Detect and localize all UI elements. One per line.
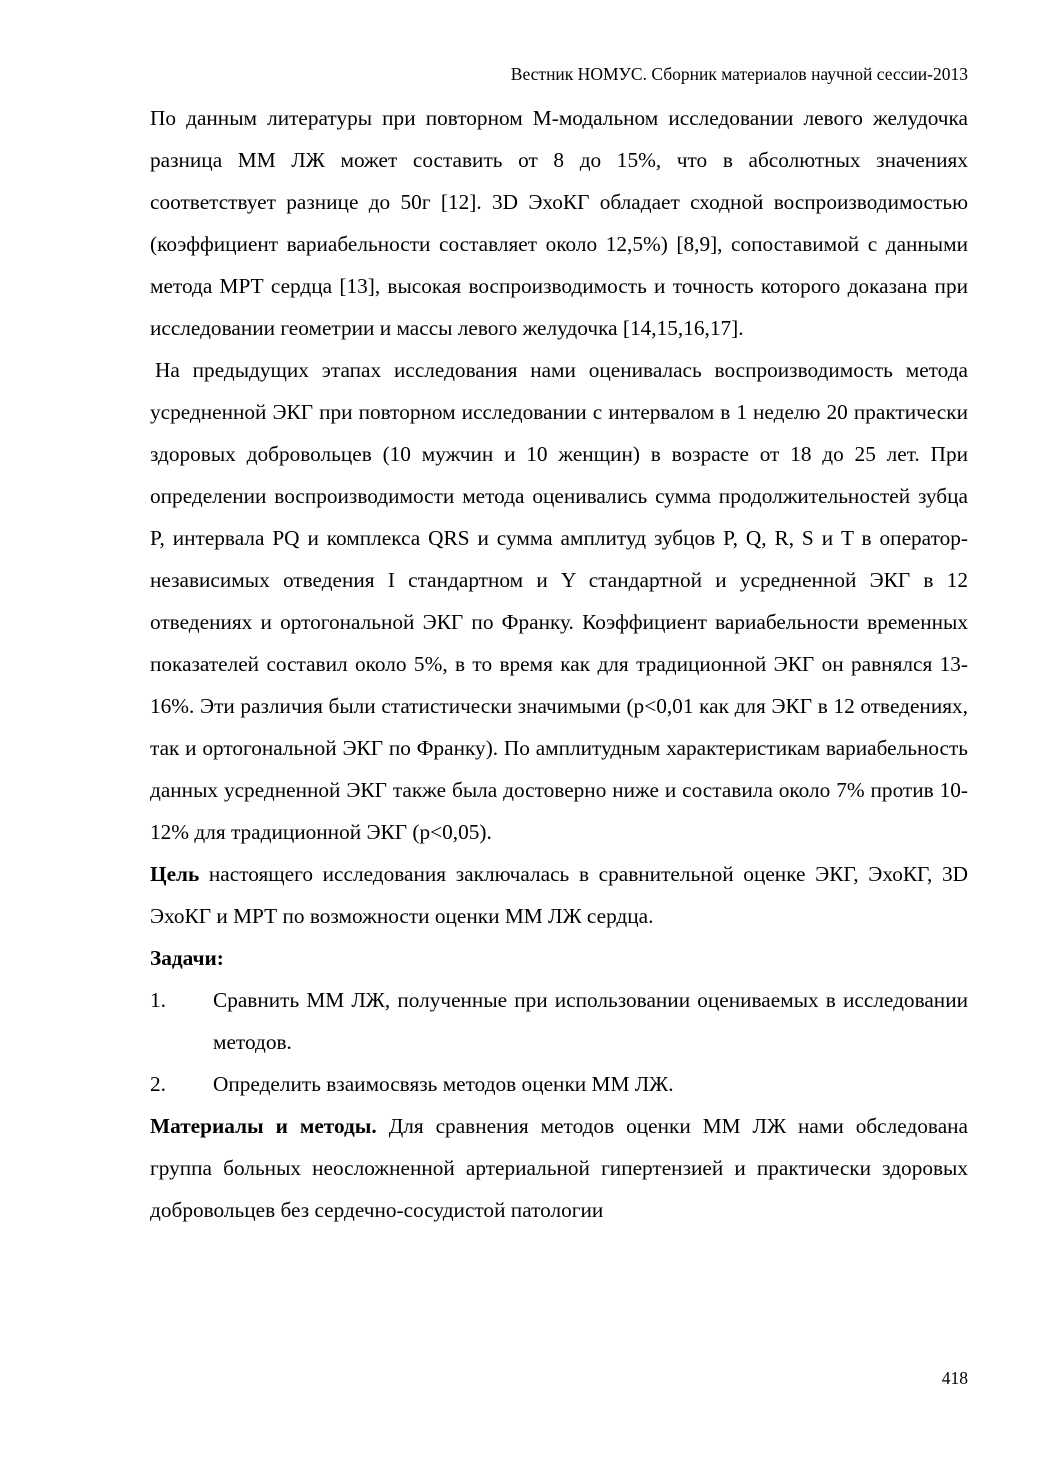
task-text: Определить взаимосвязь методов оценки ММ ЛЖ. (213, 1072, 674, 1096)
task-text: Сравнить ММ ЛЖ, полученные при использовании оцениваемых в исследовании методов. (213, 988, 968, 1054)
task-item-1 (150, 979, 968, 1063)
task-item-2 (150, 1063, 968, 1105)
running-header: Вестник НОМУС. Сборник материалов научной сессии-2013 (510, 64, 968, 84)
paragraph-methods (150, 1105, 968, 1231)
page-number: 418 (941, 1368, 968, 1388)
goal-label: Цель (150, 862, 200, 886)
methods-text: Для сравнения методов оценки ММ ЛЖ нами обследована группа больных неосложненной артериальной гипертензией и практически здоровых добровольцев без сердечно-сосудистой патологии (150, 1114, 968, 1222)
methods-label: Материалы и методы. (150, 1114, 377, 1138)
body-text (150, 97, 968, 1231)
paragraph-previous-stages: На предыдущих этапах исследования нами оценивалась воспроизводимость метода усредненной ЭКГ при повторном исследовании с интервалом в 1 неделю 20 практически здоровых добровольцев (10 мужчин и 10 женщин) в возрасте от 18 до 25 лет. При определении воспроизводимости метода оценивались сумма продолжительностей зубца P, интервала PQ и комплекса QRS и сумма амплитуд зубцов P, Q, R, S и T в оператор-независимых отведения I стандартном и Y стандартной и усредненной ЭКГ в 12 отведениях и ортогональной ЭКГ по Франку. Коэффициент вариабельности временных показателей составил около 5%, в то время как для традиционной ЭКГ он равнялся 13-16%. Эти различия были статистически значимыми (p<0,01 как для ЭКГ в 12 отведениях, так и ортогональной ЭКГ по Франку). По амплитудным характеристикам вариабельность данных усредненной ЭКГ также была достоверно ниже и составила около 7% против 10-12% для традиционной ЭКГ (p<0,05). (150, 358, 968, 844)
goal-text: настоящего исследования заключалась в сравнительной оценке ЭКГ, ЭхоКГ, 3D ЭхоКГ и МРТ по возможности оценки ММ ЛЖ сердца. (150, 862, 968, 928)
tasks-heading: Задачи: (150, 946, 224, 970)
task-number: 1. (150, 988, 166, 1012)
paragraph-goal (150, 853, 968, 937)
task-number: 2. (150, 1072, 166, 1096)
paragraph-literature: По данным литературы при повторном М-модальном исследовании левого желудочка разница ММ ЛЖ может составить от 8 до 15%, что в абсолютных значениях соответствует разнице до 50г [12]. 3D ЭхоКГ обладает сходной воспроизводимостью (коэффициент вариабельности составляет около 12,5%) [8,9], сопоставимой с данными метода МРТ сердца [13], высокая воспроизводимость и точность которого доказана при исследовании геометрии и массы левого желудочка [14,15,16,17]. (150, 106, 968, 340)
